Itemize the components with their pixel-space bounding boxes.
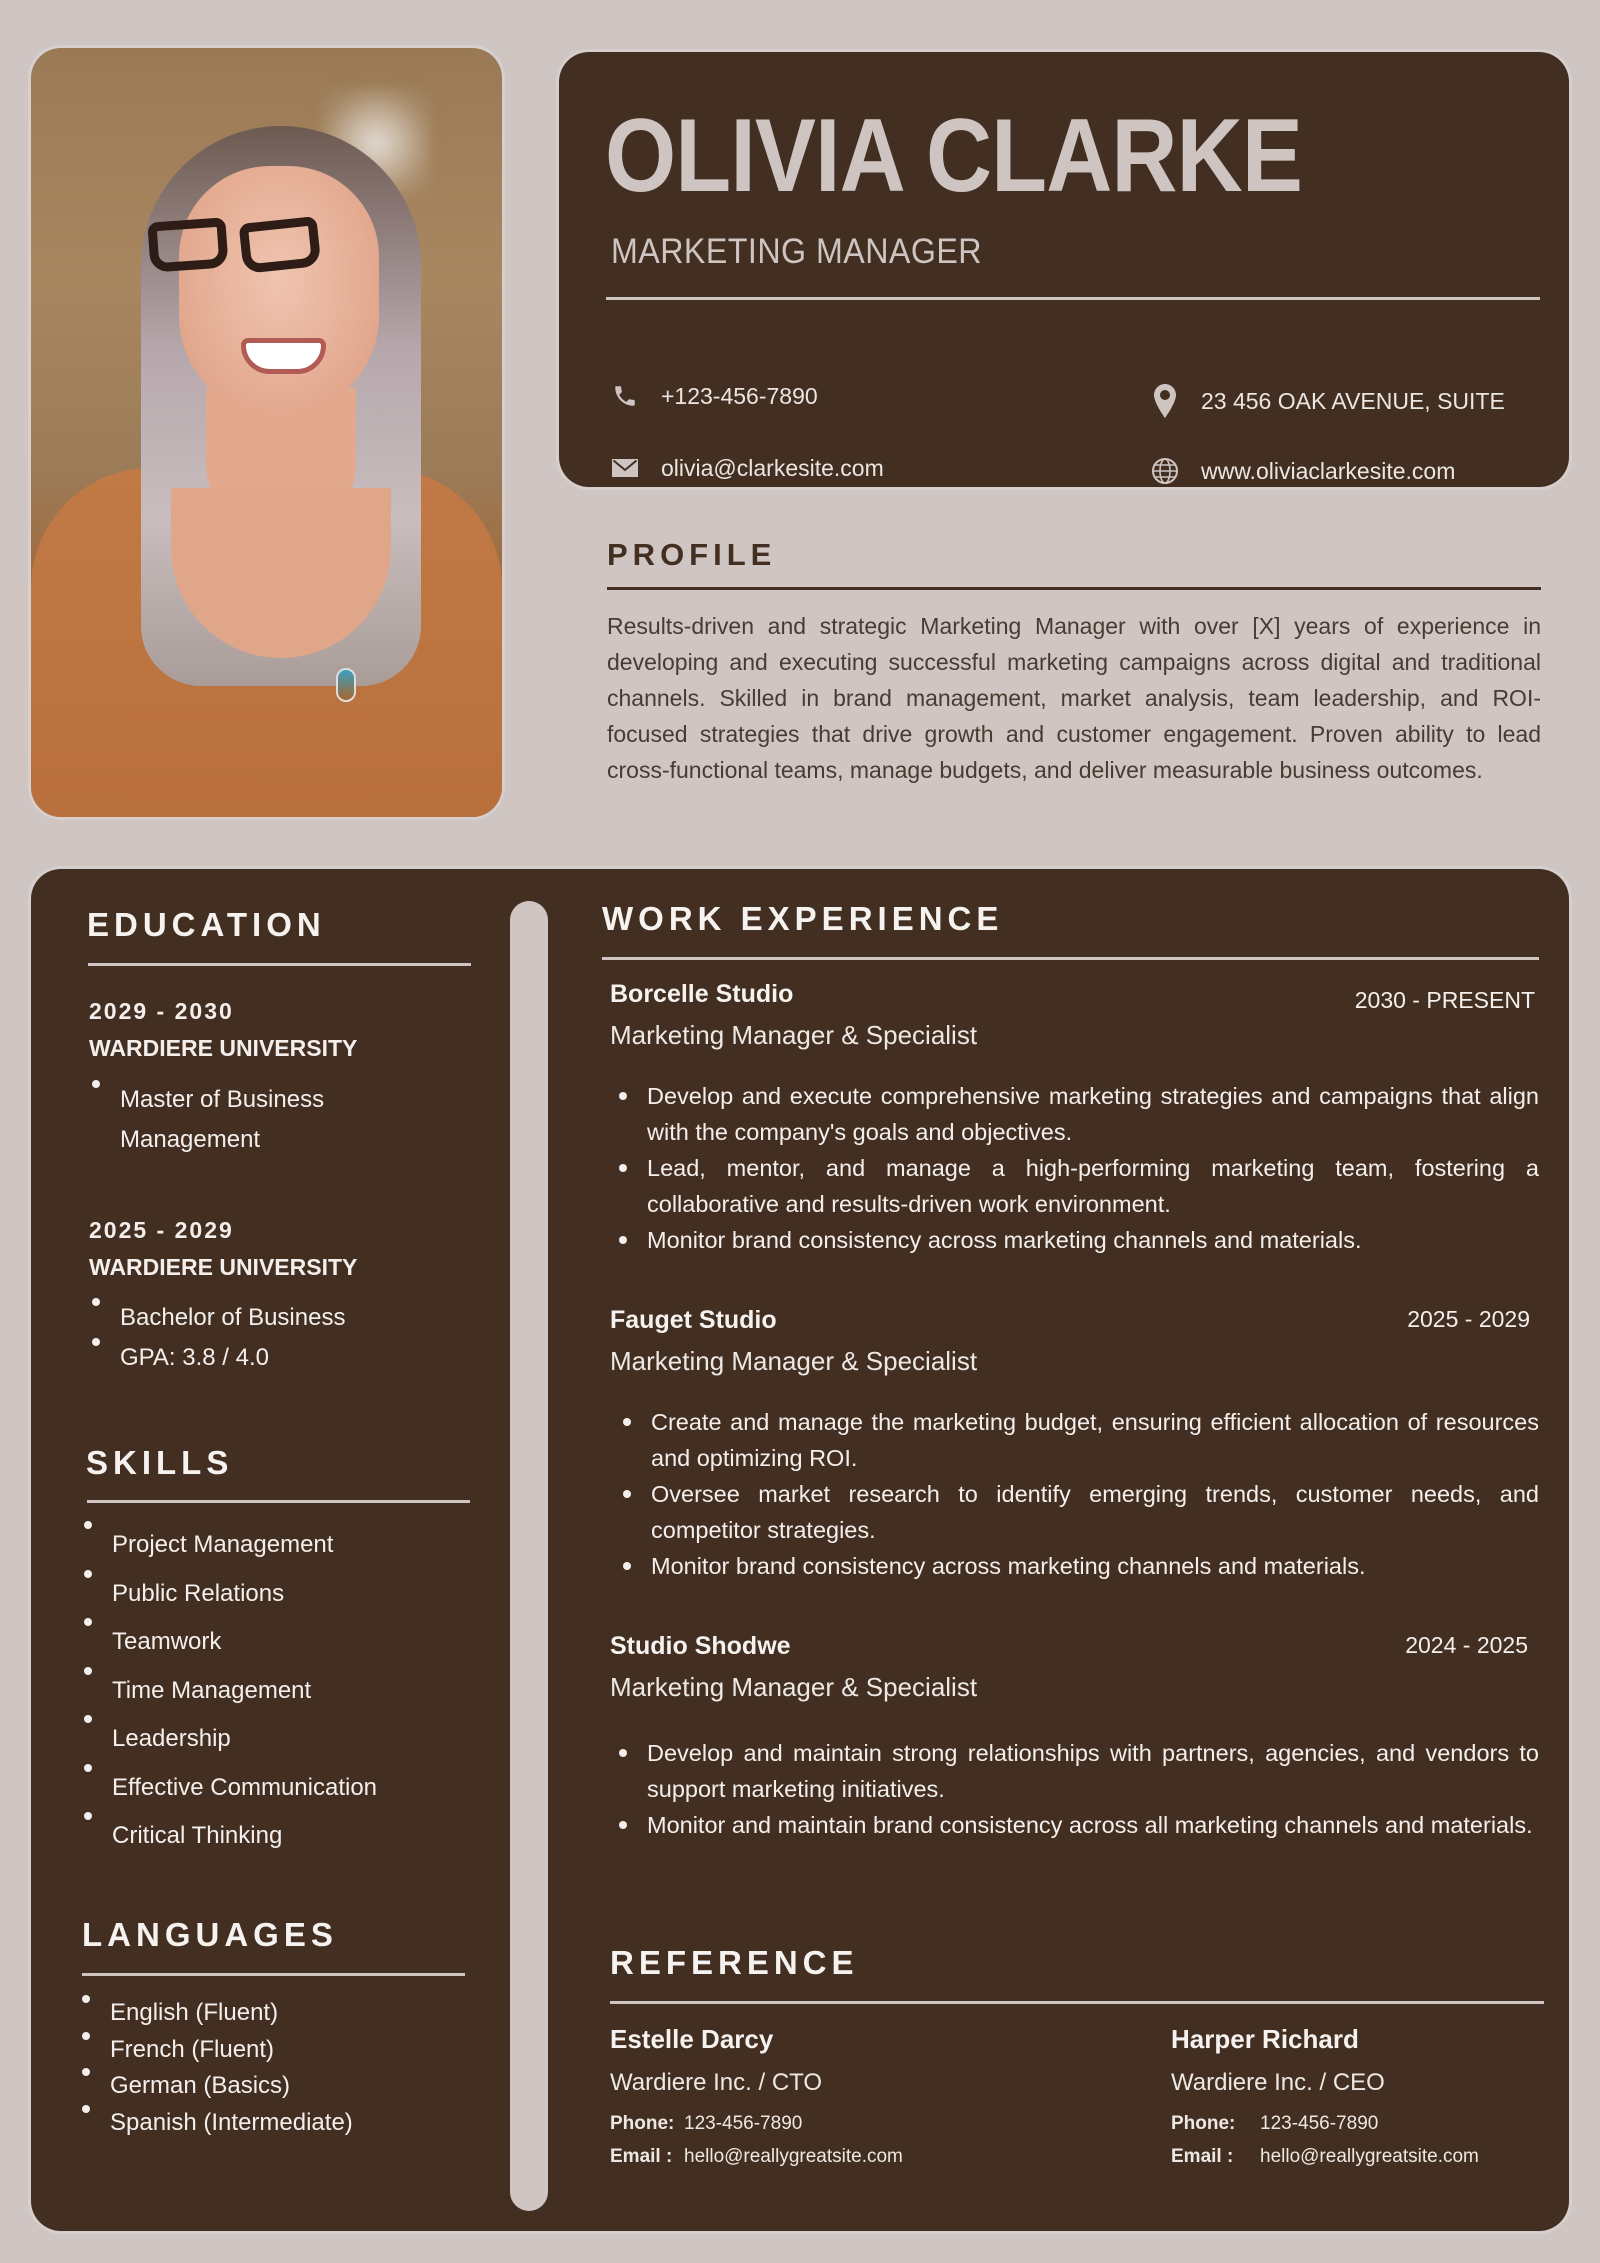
job-bullet: Monitor and maintain brand consistency across all marketing channels and materials.	[617, 1807, 1539, 1843]
reference-phone-value: 123-456-7890	[684, 2113, 803, 2134]
work-experience-divider	[602, 957, 1539, 960]
photo-face	[179, 166, 379, 416]
globe-icon	[1151, 457, 1179, 485]
skill-item: Public Relations	[82, 1570, 482, 1619]
job-bullet: Monitor brand consistency across marketing channels and materials.	[617, 1222, 1539, 1258]
job-company: Studio Shodwe	[610, 1632, 791, 1660]
job-bullet: Oversee market research to identify emerging trends, customer needs, and competitor strategies.	[621, 1476, 1539, 1548]
photo-smile	[241, 338, 326, 374]
contact-phone-value: +123-456-7890	[661, 382, 818, 409]
job-company: Borcelle Studio	[610, 980, 794, 1008]
reference-organization: Wardiere Inc. / CTO	[610, 2069, 823, 2096]
education-years: 2025 - 2029	[89, 1217, 234, 1243]
languages-heading: LANGUAGES	[82, 1916, 338, 1953]
reference-email-value[interactable]: hello@reallygreatsite.com	[684, 2146, 903, 2167]
reference-email-label: Email :	[1171, 2146, 1234, 2167]
skills-divider	[87, 1500, 470, 1503]
contact-email-value[interactable]: olivia@clarkesite.com	[661, 454, 884, 481]
reference-email	[1171, 2146, 1479, 2168]
job-responsibilities	[617, 1078, 1539, 1258]
profile-photo	[31, 48, 502, 817]
language-item: English (Fluent)	[80, 1995, 480, 2032]
job-dates: 2025 - 2029	[1407, 1306, 1530, 1332]
job-dates: 2030 - PRESENT	[1354, 987, 1535, 1013]
skill-item: Critical Thinking	[82, 1812, 482, 1861]
profile-divider	[607, 587, 1541, 590]
location-pin-icon	[1151, 387, 1179, 415]
education-details-list	[90, 1298, 450, 1378]
education-detail: Master of Business Management	[90, 1080, 390, 1160]
work-experience-heading: WORK EXPERIENCE	[602, 900, 1004, 937]
education-school: WARDIERE UNIVERSITY	[89, 1035, 358, 1061]
phone-icon	[611, 382, 639, 410]
mail-icon	[611, 454, 639, 482]
skill-item: Time Management	[82, 1667, 482, 1716]
reference-email-value[interactable]: hello@reallygreatsite.com	[1260, 2146, 1479, 2167]
contact-address	[1151, 387, 1505, 415]
skills-list	[82, 1521, 482, 1861]
job-bullet: Develop and execute comprehensive marketing strategies and campaigns that align with the company's goals and objectives.	[617, 1078, 1539, 1150]
header-card	[559, 52, 1569, 487]
reference-phone	[1171, 2113, 1378, 2135]
job-role: Marketing Manager & Specialist	[610, 1020, 978, 1050]
job-bullet: Lead, mentor, and manage a high-performing marketing team, fostering a collaborative and results-driven work environment.	[617, 1150, 1539, 1222]
person-title: MARKETING MANAGER	[611, 232, 983, 271]
skill-item: Effective Communication	[82, 1764, 482, 1813]
reference-divider	[610, 2001, 1544, 2004]
languages-list	[80, 1995, 480, 2141]
photo-glasses-right	[239, 216, 322, 274]
reference-email-label: Email :	[610, 2146, 673, 2167]
contact-email	[611, 454, 884, 482]
reference-phone-label: Phone:	[610, 2113, 675, 2134]
reference-name: Harper Richard	[1171, 2024, 1359, 2054]
education-details-list	[90, 1080, 390, 1160]
job-responsibilities	[617, 1735, 1539, 1843]
header-divider	[606, 297, 1540, 300]
job-company: Fauget Studio	[610, 1306, 777, 1334]
skill-item: Project Management	[82, 1521, 482, 1570]
reference-phone	[610, 2113, 802, 2135]
education-divider	[88, 963, 471, 966]
person-name: OLIVIA CLARKE	[605, 98, 1303, 214]
skills-heading: SKILLS	[86, 1444, 234, 1481]
reference-phone-label: Phone:	[1171, 2113, 1236, 2134]
reference-heading: REFERENCE	[610, 1944, 859, 1981]
education-years: 2029 - 2030	[89, 998, 234, 1024]
profile-summary: Results-driven and strategic Marketing Manager with over [X] years of experience in developing and executing successful marketing campaigns across digital and traditional channels. Skilled in brand management, market analysis, team leadership, and ROI-focused strategies that drive growth and customer engagement. Proven ability to lead cross-functional teams, manage budgets, and deliver measurable business outcomes.	[607, 613, 1541, 783]
job-dates: 2024 - 2025	[1405, 1632, 1528, 1658]
job-role: Marketing Manager & Specialist	[610, 1346, 978, 1376]
photo-glasses-left	[147, 217, 228, 272]
education-heading: EDUCATION	[87, 906, 326, 943]
contact-website-value[interactable]: www.oliviaclarkesite.com	[1201, 457, 1456, 484]
education-detail: Bachelor of Business	[90, 1298, 450, 1338]
skill-item: Leadership	[82, 1715, 482, 1764]
education-detail: GPA: 3.8 / 4.0	[90, 1338, 450, 1378]
reference-email	[610, 2146, 903, 2168]
language-item: Spanish (Intermediate)	[80, 2105, 480, 2142]
contact-website	[1151, 457, 1455, 485]
job-responsibilities	[621, 1404, 1539, 1584]
languages-divider	[82, 1973, 465, 1976]
job-bullet: Create and manage the marketing budget, ensuring efficient allocation of resources and optimizing ROI.	[621, 1404, 1539, 1476]
reference-phone-value: 123-456-7890	[1260, 2113, 1379, 2134]
column-divider-bar	[510, 901, 548, 2211]
job-bullet: Develop and maintain strong relationships with partners, agencies, and vendors to support marketing initiatives.	[617, 1735, 1539, 1807]
photo-pendant	[336, 668, 356, 702]
education-school: WARDIERE UNIVERSITY	[89, 1254, 358, 1280]
skill-item: Teamwork	[82, 1618, 482, 1667]
contact-address-value: 23 456 OAK AVENUE, SUITE	[1201, 387, 1505, 414]
contact-phone	[611, 382, 818, 410]
reference-organization: Wardiere Inc. / CEO	[1171, 2069, 1385, 2096]
profile-heading: PROFILE	[607, 537, 777, 572]
language-item: German (Basics)	[80, 2068, 480, 2105]
job-bullet: Monitor brand consistency across marketing channels and materials.	[621, 1548, 1539, 1584]
reference-name: Estelle Darcy	[610, 2024, 774, 2054]
language-item: French (Fluent)	[80, 2032, 480, 2069]
job-role: Marketing Manager & Specialist	[610, 1672, 978, 1702]
